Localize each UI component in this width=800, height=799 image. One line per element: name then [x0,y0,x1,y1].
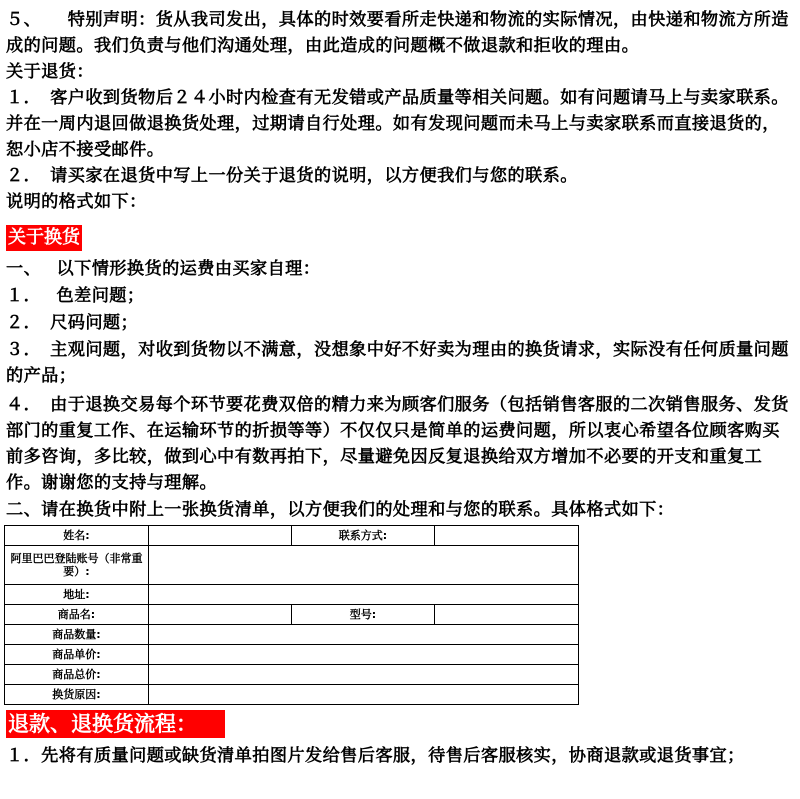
model-value [435,605,579,625]
exchange-intro: 一、 以下情形换货的运费由买家自理： [6,259,321,279]
unit-price-label: 商品单价: [5,645,149,665]
process-heading: 退款、退换货流程： [6,710,225,738]
exchange-rule-4: ４． 由于退换交易每个环节要花费双倍的精力来为顾客们服务（包括销售客服的二次销售服务、发货部门的重复工作、在运输环节的折损等等）不仅仅只是简单的运费问题，所以衷心希望各位顾客购买前多咨询，多比较，做到心中有数再拍下，尽量避免因反复退换给双方增加不必要的开支和重复工作。谢谢您的支持与理解。 [6,395,789,493]
table-row [5,665,579,685]
quantity-value [149,625,579,645]
return-title: 关于退货： [6,62,94,82]
address-label: 地址: [5,585,149,605]
name-value [149,526,292,546]
exchange-rule-2: ２． 尺码问题； [6,313,139,333]
table-row [5,685,579,705]
process-step-1: １．先将有质量问题或缺货清单拍图片发给售后客服，待售后客服核实，协商退款或退货事宜； [6,746,745,766]
format-note: 说明的格式如下： [6,192,147,212]
total-price-value [149,665,579,685]
table-row [5,585,579,605]
address-value [149,585,579,605]
total-price-label: 商品总价: [5,665,149,685]
exchange-list-note: 二、请在换货中附上一张换货清单，以方便我们的处理和与您的联系。具体格式如下： [6,500,675,520]
exchange-rule-3: ３． 主观问题，对收到货物以不满意，没想象中好不好卖为理由的换货请求，实际没有任何质量问题的产品； [6,340,789,386]
product-value [149,605,292,625]
exchange-rule-1: １． 色差问题； [6,286,145,306]
reason-label: 换货原因: [5,685,149,705]
table-row [5,546,579,585]
return-rule-2: ２． 请买家在退货中写上一份关于退货的说明，以方便我们与您的联系。 [6,166,578,186]
exchange-heading: 关于换货 [6,225,82,251]
exchange-form-table [4,525,579,705]
model-label: 型号: [292,605,435,625]
unit-price-value [149,645,579,665]
contact-value [435,526,579,546]
table-row [5,526,579,546]
contact-label: 联系方式: [292,526,435,546]
table-row [5,625,579,645]
name-label: 姓名: [5,526,149,546]
return-rule-1: １． 客户收到货物后２４小时内检查有无发错或产品质量等相关问题。如有问题请马上与卖家联系。并在一周内退回做退换货处理，过期请自行处理。如有发现问题而未马上与卖家联系而直接退货的，恕小店不接受邮件。 [6,88,789,160]
alibaba-account-label: 阿里巴巴登陆账号（非常重要）: [5,546,149,585]
notice-paragraph: ５、 特别声明：货从我司发出，具体的时效要看所走快递和物流的实际情况，由快递和物流方所造成的问题。我们负责与他们沟通处理，由此造成的问题概不做退款和拒收的理由。 [6,10,789,56]
table-row [5,605,579,625]
table-row [5,645,579,665]
alibaba-account-value [149,546,579,585]
quantity-label: 商品数量: [5,625,149,645]
reason-value [149,685,579,705]
product-label: 商品名: [5,605,149,625]
